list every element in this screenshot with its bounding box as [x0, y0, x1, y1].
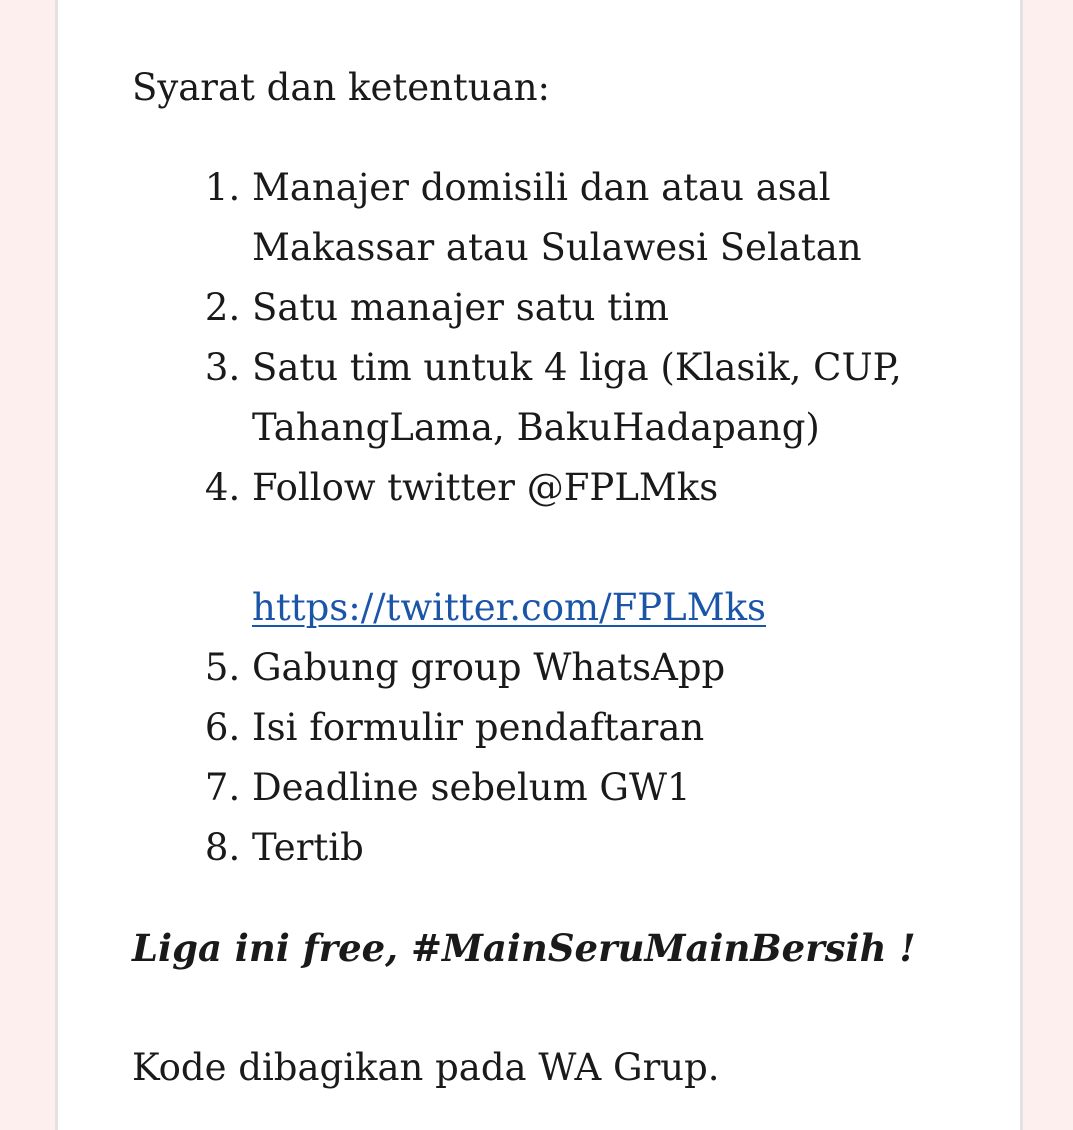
rule-item-3	[252, 338, 932, 458]
tagline: Liga ini free, #MainSeruMainBersih !	[132, 926, 916, 970]
rule-item-7	[252, 758, 932, 818]
rule-text: Isi formulir pendaftaran	[252, 706, 705, 749]
rule-text: Satu manajer satu tim	[252, 286, 670, 329]
twitter-link-line	[252, 578, 932, 638]
rule-text: Deadline sebelum GW1	[252, 766, 691, 809]
rule-item-1	[252, 158, 932, 278]
rule-text: Gabung group WhatsApp	[252, 646, 726, 689]
rule-text: Satu tim untuk 4 liga (Klasik, CUP, TahangLama, BakuHadapang)	[252, 346, 902, 449]
rule-item-4	[252, 458, 932, 638]
rule-item-8	[252, 818, 932, 878]
intro-text: Syarat dan ketentuan:	[132, 66, 550, 109]
article-card	[55, 0, 1023, 1130]
rule-text: Manajer domisili dan atau asal Makassar atau Sulawesi Selatan	[252, 166, 862, 269]
rule-text: Tertib	[252, 826, 364, 869]
rule-item-2	[252, 278, 932, 338]
rule-item-6	[252, 698, 932, 758]
footer-note: Kode dibagikan pada WA Grup.	[132, 1046, 720, 1089]
rules-list	[132, 158, 932, 878]
rule-item-5	[252, 638, 932, 698]
rule-text: Follow twitter @FPLMks	[252, 466, 719, 509]
twitter-link[interactable]: https://twitter.com/FPLMks	[252, 586, 767, 629]
